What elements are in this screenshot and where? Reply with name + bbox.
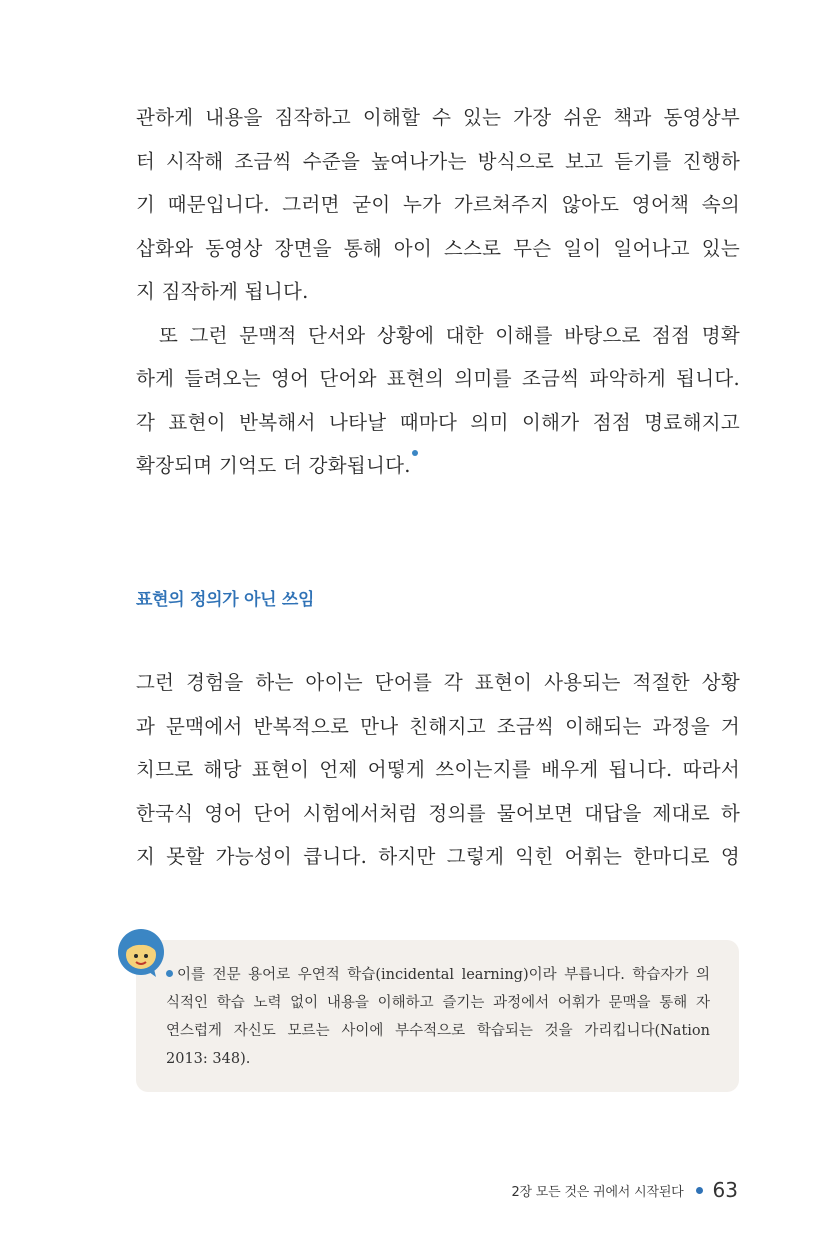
section-heading: 표현의 정의가 아닌 쓰임 <box>136 590 315 610</box>
footnote-marker[interactable] <box>412 450 418 456</box>
footnote-text <box>166 961 710 1073</box>
text-line: 또 그런 문맥적 단서와 상황에 대한 이해를 바탕으로 점점 명확 <box>159 323 740 347</box>
text-line: 기 때문입니다. 그러면 굳이 누가 가르쳐주지 않아도 영어책 속의 <box>136 193 740 216</box>
footnote-line: 2013: 348). <box>166 1051 251 1067</box>
text-line: 관하게 내용을 짐작하고 이해할 수 있는 가장 쉬운 책과 동영상부 <box>136 106 740 129</box>
text-line: 각 표현이 반복해서 나타날 때마다 의미 이해가 점점 명료해지고 <box>136 410 740 434</box>
footnote-line: 식적인 학습 노력 없이 내용을 이해하고 즐기는 과정에서 어휘가 문맥을 통해 자 <box>166 995 710 1011</box>
footnote-line: 연스럽게 자신도 모르는 사이에 부수적으로 학습되는 것을 가리킵니다(Nation <box>166 1023 710 1039</box>
text-line: 지 못할 가능성이 큽니다. 하지만 그렇게 익힌 어휘는 한마디로 영 <box>136 845 740 868</box>
footer-dot <box>696 1187 703 1194</box>
text-line-content: 확장되며 기억도 더 강화됩니다. <box>136 454 411 477</box>
girl-face-icon <box>116 927 166 977</box>
footnote-line-content: 이를 전문 용어로 우연적 학습(incidental learning)이라 부릅니다. 학습자가 의 <box>177 967 710 983</box>
text-line: 과 문맥에서 반복적으로 만나 친해지고 조금씩 이해되는 과정을 거 <box>136 714 740 738</box>
body-text-bottom <box>136 661 740 879</box>
body-text-top <box>136 96 740 488</box>
text-line: 지 짐작하게 됩니다. <box>136 280 309 303</box>
footnote-line <box>166 961 710 989</box>
footnote-bullet <box>166 970 173 977</box>
text-line-with-footnote <box>136 444 740 488</box>
chapter-title: 2장 모든 것은 귀에서 시작된다 <box>511 1184 684 1200</box>
text-line: 그런 경험을 하는 아이는 단어를 각 표현이 사용되는 적절한 상황 <box>136 671 740 694</box>
text-line: 한국식 영어 단어 시험에서처럼 정의를 물어보면 대답을 제대로 하 <box>136 801 740 825</box>
text-line: 터 시작해 조금씩 수준을 높여나가는 방식으로 보고 듣기를 진행하 <box>136 149 740 173</box>
text-line: 하게 들려오는 영어 단어와 표현의 의미를 조금씩 파악하게 됩니다. <box>136 367 740 390</box>
page-footer <box>511 1178 738 1202</box>
page-number: 63 <box>712 1178 738 1202</box>
text-line: 삽화와 동영상 장면을 통해 아이 스스로 무슨 일이 일어나고 있는 <box>136 236 740 260</box>
text-line: 치므로 해당 표현이 언제 어떻게 쓰이는지를 배우게 됩니다. 따라서 <box>136 758 740 781</box>
